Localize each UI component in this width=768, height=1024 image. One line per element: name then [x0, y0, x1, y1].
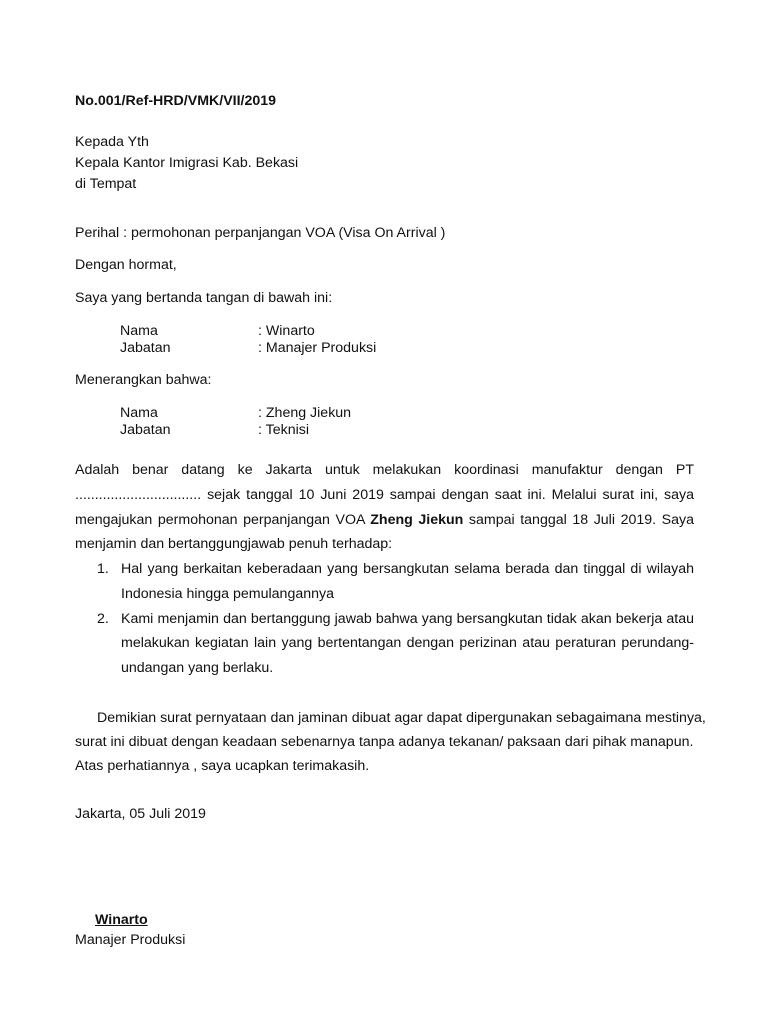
signer-name-label: Nama — [120, 323, 158, 339]
recipient-line-1: Kepada Yth — [75, 134, 149, 150]
subject-position-value: : Teknisi — [258, 422, 309, 438]
list-item-2-line-3: undangan yang berlaku. — [121, 660, 274, 676]
body-line-3-end: sampai tanggal 18 Juli 2019. Saya — [463, 512, 694, 528]
subject-name-value: : Zheng Jiekun — [258, 405, 352, 421]
salutation: Dengan hormat, — [75, 257, 177, 273]
signer-name-value: : Winarto — [258, 323, 315, 339]
closing-line-3: Atas perhatiannya , saya ucapkan terimakasih. — [75, 758, 370, 774]
highlighted-name: Zheng Jiekun — [370, 512, 464, 528]
subject-name-label: Nama — [120, 405, 158, 421]
list-item-1-line-1: Hal yang berkaitan keberadaan yang bersangkutan selama berada dan tinggal di wilayah — [121, 561, 694, 577]
list-item-2-line-1: Kami menjamin dan bertanggung jawab bahwa yang bersangkutan tidak akan bekerja atau — [121, 611, 694, 627]
body-line-2: ................................ sejak tanggal 10 Juni 2019 sampai dengan saat ini. Melalui surat ini, saya — [75, 487, 694, 503]
signer-name: Winarto — [95, 912, 148, 928]
body-line-4: menjamin dan bertanggungjawab penuh terhadap: — [75, 536, 393, 552]
subject-line: Perihal : permohonan perpanjangan VOA (Visa On Arrival ) — [75, 225, 446, 241]
subject-position-label: Jabatan — [120, 422, 171, 438]
explains-text: Menerangkan bahwa: — [75, 372, 212, 388]
intro-text: Saya yang bertanda tangan di bawah ini: — [75, 290, 333, 306]
closing-line-2: surat ini dibuat dengan keadaan sebenarnya tanpa adanya tekanan/ paksaan dari pihak manapun. — [75, 734, 694, 750]
body-line-1: Adalah benar datang ke Jakarta untuk melakukan koordinasi manufaktur dengan PT — [75, 462, 694, 478]
list-item-1-line-2: Indonesia hingga pemulangannya — [121, 586, 334, 602]
letter-number: No.001/Ref-HRD/VMK/VII/2019 — [75, 93, 277, 109]
list-item-1-number: 1. — [97, 561, 109, 577]
recipient-line-2: Kepala Kantor Imigrasi Kab. Bekasi — [75, 155, 299, 171]
list-item-2-number: 2. — [97, 611, 109, 627]
body-line-3-start: mengajukan permohonan perpanjangan VOA — [75, 512, 371, 528]
place-date: Jakarta, 05 Juli 2019 — [75, 806, 206, 822]
signer-title: Manajer Produksi — [75, 932, 186, 948]
recipient-line-3: di Tempat — [75, 176, 137, 192]
body-line-3 — [75, 511, 694, 529]
signer-position-value: : Manajer Produksi — [258, 340, 377, 356]
list-item-2-line-2: melakukan kegiatan lain yang bertentangan dengan perizinan atau peraturan perundang- — [121, 635, 694, 651]
closing-line-1: Demikian surat pernyataan dan jaminan dibuat agar dapat dipergunakan sebagaimana mestinya, — [97, 710, 706, 726]
signer-position-label: Jabatan — [120, 340, 171, 356]
